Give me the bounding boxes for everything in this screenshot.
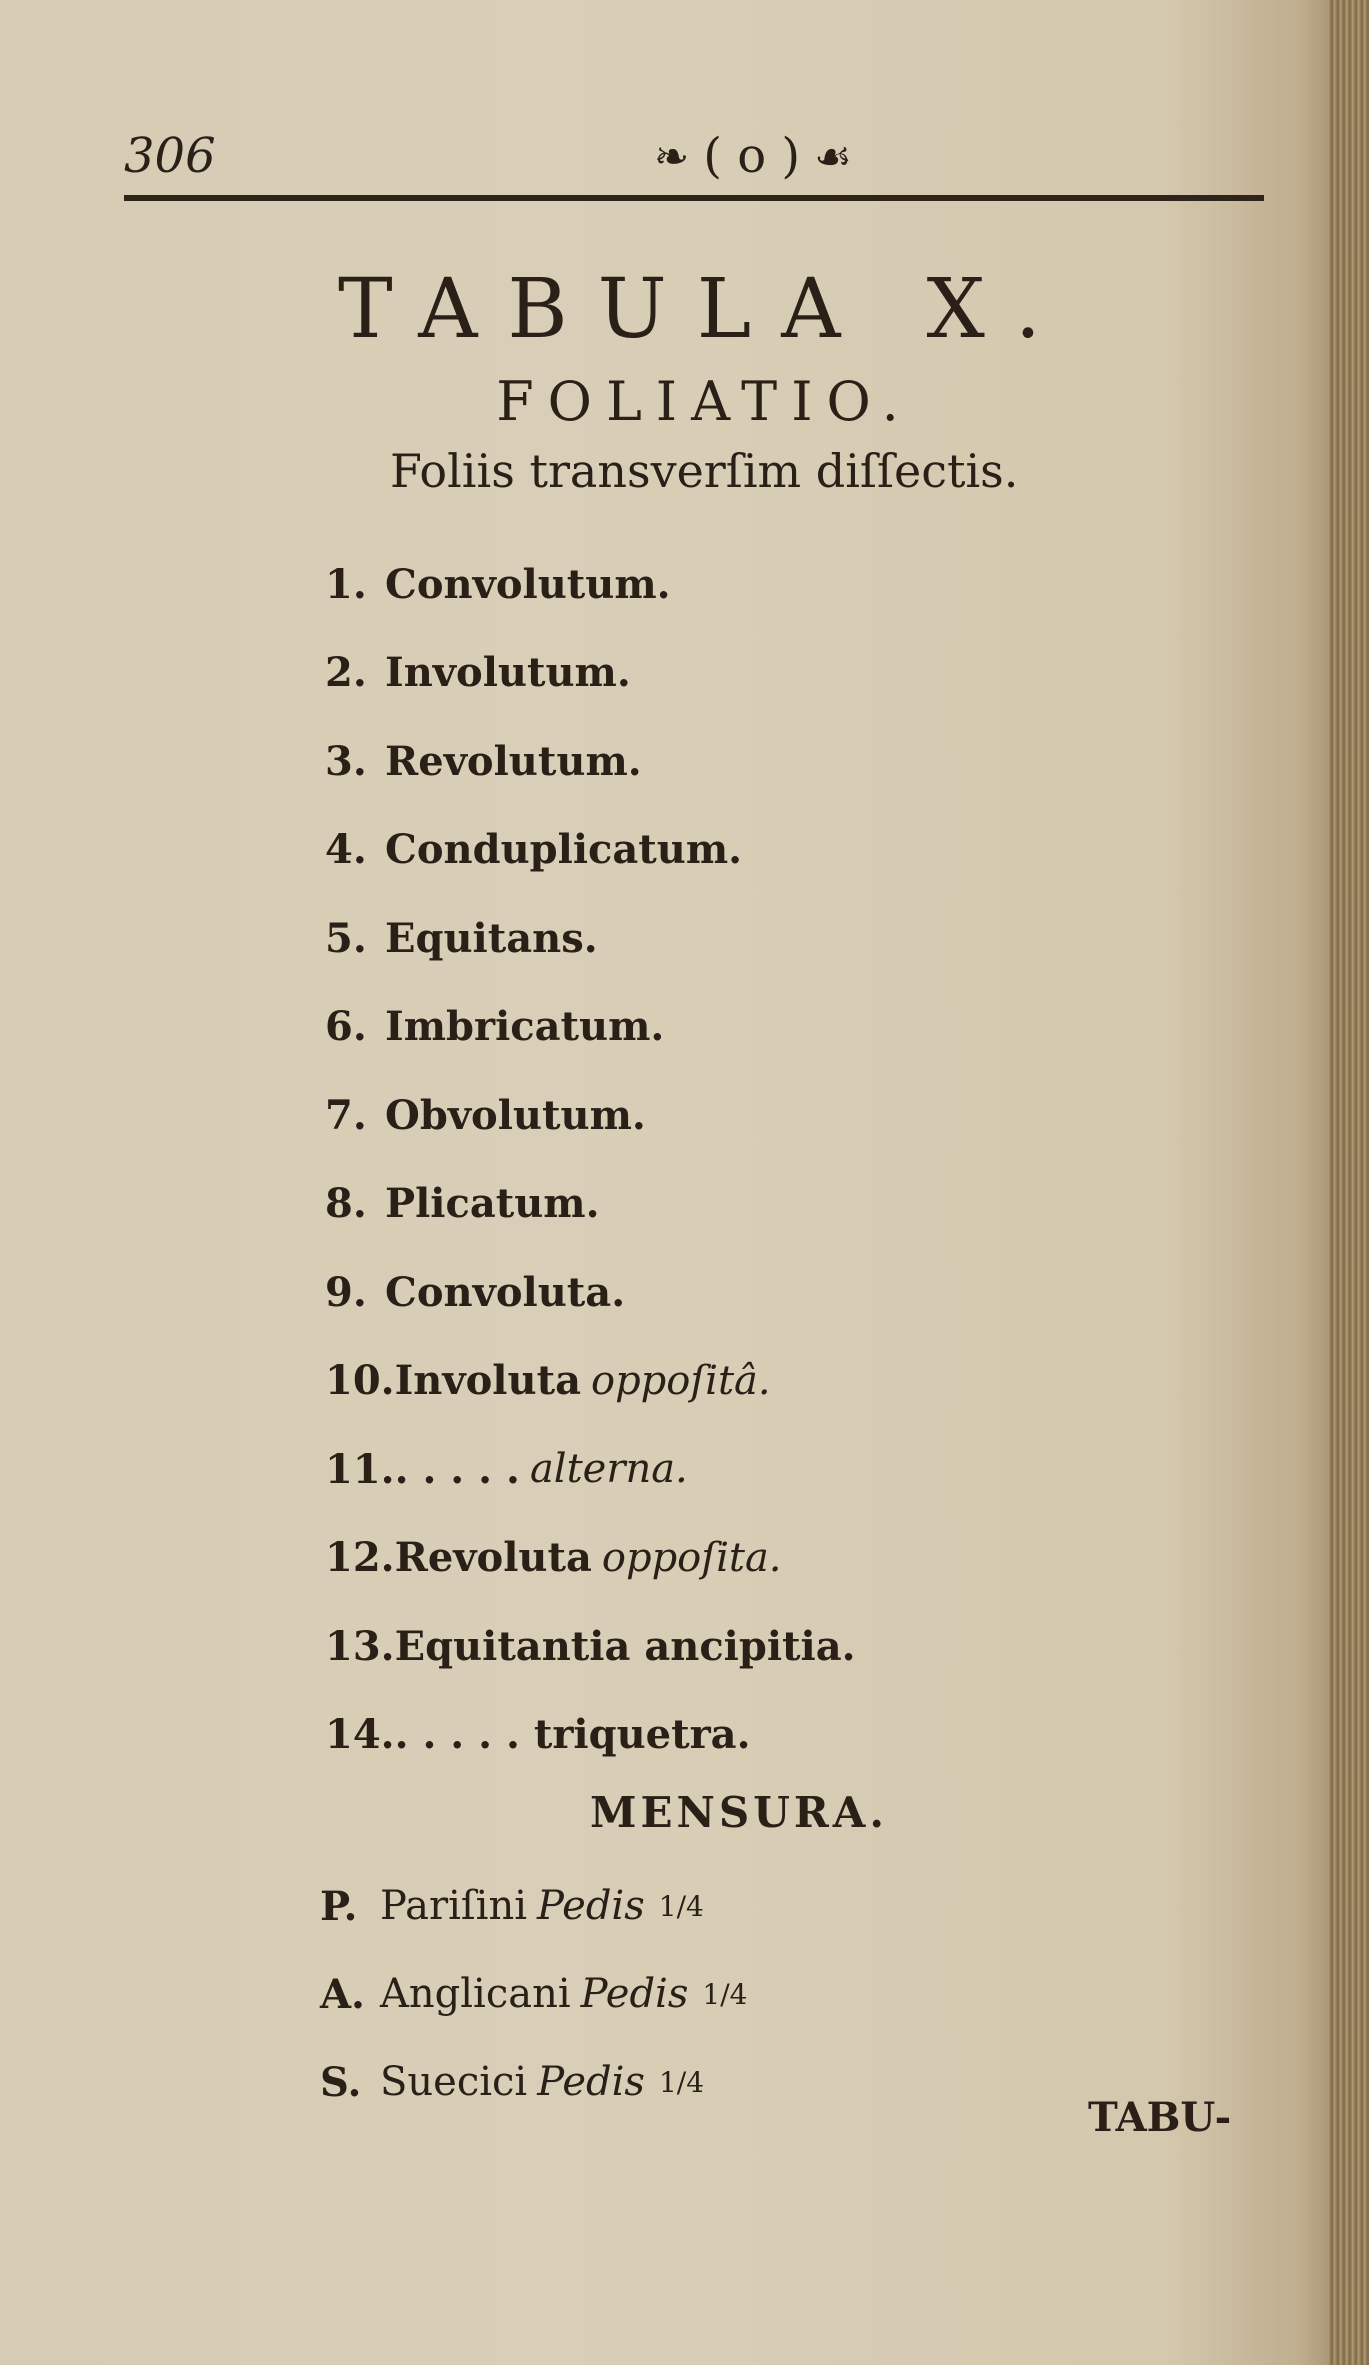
measure-unit: Pedis (580, 1971, 689, 2017)
item-number: 8. (325, 1180, 367, 1228)
list-item (325, 1602, 866, 1691)
item-name: Convolutum. (385, 560, 671, 608)
item-number: 7. (325, 1091, 367, 1139)
measure-abbr: P. (320, 1882, 358, 1930)
measure-fraction: 1/4 (658, 2065, 705, 2099)
item-qualifier: alterna. (529, 1446, 688, 1493)
measure-unit: Pedis (537, 2059, 645, 2105)
item-number: 6. (325, 1003, 367, 1051)
item-number: 5. (325, 914, 367, 962)
list-item (325, 1514, 866, 1603)
item-name: Plicatum. (385, 1180, 600, 1228)
measure-row (320, 2038, 747, 2126)
mensura-heading: MENSURA. (590, 1788, 888, 1837)
list-item (325, 540, 866, 629)
measure-name: Pariſini (380, 1883, 528, 1929)
measure-row (320, 1950, 747, 2038)
list-item (325, 1248, 866, 1337)
fleuron-left-icon: ❧ (654, 131, 690, 181)
running-head-text: ( o ) (703, 128, 801, 184)
table-title: TABULA X. (338, 262, 1071, 357)
measure-abbr: A. (320, 1970, 365, 2018)
item-number: 14. (325, 1711, 395, 1759)
item-name: Obvolutum. (385, 1091, 646, 1139)
item-number: 13. (325, 1622, 395, 1670)
item-name: . . . . . triquetra. (394, 1711, 751, 1759)
measure-row (320, 1862, 747, 1950)
list-item (325, 717, 866, 806)
list-item (325, 629, 866, 718)
table-subtitle: FOLIATIO. (496, 370, 913, 433)
item-number: 3. (325, 737, 367, 785)
mensura-list (320, 1862, 747, 2126)
item-name: Convoluta. (385, 1268, 626, 1316)
measure-unit: Pedis (537, 1883, 645, 1929)
list-item (325, 983, 866, 1072)
item-qualifier: oppoſita. (601, 1534, 782, 1581)
item-number: 12. (325, 1534, 395, 1582)
item-name: Conduplicatum. (385, 826, 743, 874)
item-name: Equitantia ancipitia. (394, 1622, 856, 1670)
item-number: 2. (325, 649, 367, 697)
item-name: Revolutum. (385, 737, 642, 785)
item-number: 9. (325, 1268, 367, 1316)
header-rule (124, 195, 1264, 201)
item-number: 10. (325, 1357, 395, 1405)
list-item (325, 894, 866, 983)
item-name: Equitans. (385, 914, 598, 962)
page-number: 306 (124, 128, 216, 184)
measure-name: Suecici (380, 2059, 528, 2105)
table-description: Foliis transverſim diſſectis. (390, 444, 1019, 498)
list-item (325, 1160, 866, 1249)
item-name: . . . . . (394, 1445, 520, 1493)
foliatio-list (325, 540, 866, 1779)
item-name: Involuta (394, 1357, 581, 1405)
item-number: 1. (325, 560, 367, 608)
running-head (654, 128, 852, 184)
item-number: 11. (325, 1445, 395, 1493)
item-name: Revoluta (394, 1534, 592, 1582)
item-number: 4. (325, 826, 367, 874)
item-qualifier: oppoſitâ. (590, 1357, 771, 1404)
list-item (325, 806, 866, 895)
page-header (124, 128, 1264, 188)
list-item (325, 1425, 866, 1514)
item-name: Imbricatum. (385, 1003, 665, 1051)
list-item (325, 1071, 866, 1160)
fleuron-right-icon: ☙ (814, 131, 852, 181)
catchword: TABU- (1088, 2094, 1232, 2141)
list-item (325, 1337, 866, 1426)
list-item (325, 1691, 866, 1780)
measure-abbr: S. (320, 2058, 362, 2106)
measure-name: Anglicani (380, 1971, 571, 2017)
measure-fraction: 1/4 (702, 1977, 748, 2011)
measure-fraction: 1/4 (658, 1889, 704, 1923)
item-name: Involutum. (385, 649, 631, 697)
